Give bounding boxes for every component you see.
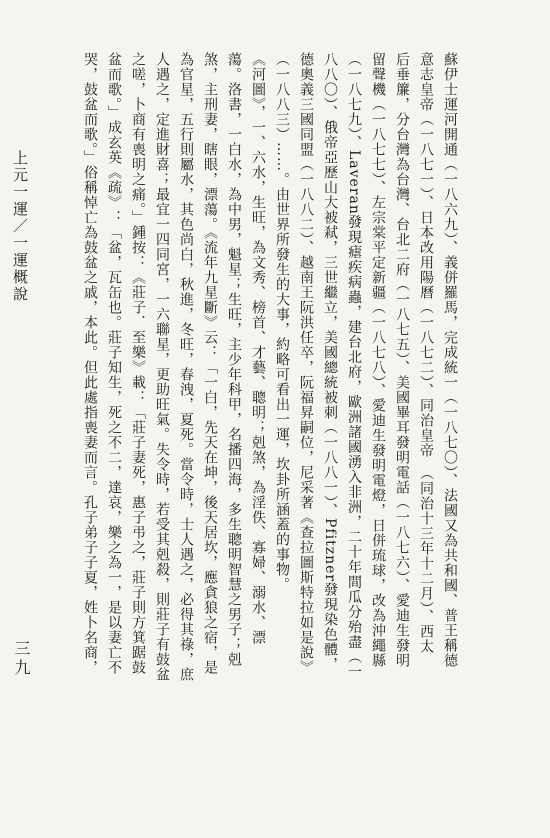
text-column: （一八七九）、Laveran發現瘧疾病蟲，建台北府，歐洲諸國湧入非洲，二十年間瓜分殆盡（一 [346,52,362,680]
text-column: 八八〇）、俄帝亞歷山大被弒，三世繼立，美國總統被刺（一八八一）、Pfitzner發現染色體， [322,52,338,673]
text-column: 《河圖》，一、六水，生旺，為文秀、榜首、才藝、聰明；剋煞，為淫佚、寡婦、溺水、漂 [250,52,266,645]
text-column: 留聲機（一八七七）、左宗棠平定新疆（一八七八）、愛迪生發明電燈，日併琉球，改為沖繩縣 [370,52,386,668]
text-column: 盆而歌。」成玄英《疏》：「盆，瓦缶也。莊子知生，死之不二，達哀，樂之為一，是以妻亡不 [106,52,122,675]
text-column: 之嗟，卜商有喪明之痛。」鍾按：《莊子．至樂》載：「莊子妻死，惠子弔之，莊子則方箕踞鼓 [130,52,146,675]
text-column: 人遇之，定進財喜；最宜一四同宮，一六聯星，更助旺氣。失令時，若受其剋殺，則莊子有鼓盆 [154,52,170,682]
page-number: 三九 [12,640,31,678]
text-column: 哭，鼓盆而歌。」俗稱悼亡為鼓盆之戚，本此。但此處指喪妻而言。孔子弟子子夏，姓卜名商， [82,52,98,675]
text-column: 德奧義三國同盟（一八八二）、越南王阮洪任卒，阮福昇嗣位，尼采著《查拉圖斯特拉如是說》 [298,52,314,675]
text-column: （一八八三）……。由世界所發生的大事，約略可看出一運，坎卦所涵蓋的事物。 [274,52,290,592]
text-column: 煞，主刑妻，瞎眼，漂蕩。《流年九星斷》云：「一白，先天在坤，後天居坎，應貪狼之宿，是 [202,52,218,675]
running-head: 上元一運／一運概說 [11,150,29,303]
text-column: 意志皇帝（一八七一）、日本改用陽曆（一八七二）、同治皇帝 （同治十三年十二月）、西太 [418,52,434,654]
text-column: 后垂簾，分台灣為台灣、台北二府（一八七五）、美國畢耳發明電話（一八七六）、愛迪生發明 [394,52,410,668]
body-text [78,52,462,692]
text-column: 為官星，五行則屬水，其色尚白，秋進，冬旺，春洩，夏死。當令時，士人遇之，必得其祿，庶 [178,52,194,682]
text-column: 蕩。洛書，一白水，為中男，魁星；生旺，主少年科甲，名播四海，多生聰明智慧之男子；剋 [226,52,242,667]
text-column: 蘇伊士運河開通（一八六九）、義併羅馬，完成統一（一八七〇）、法國又為共和國、普王稱德 [442,52,458,668]
